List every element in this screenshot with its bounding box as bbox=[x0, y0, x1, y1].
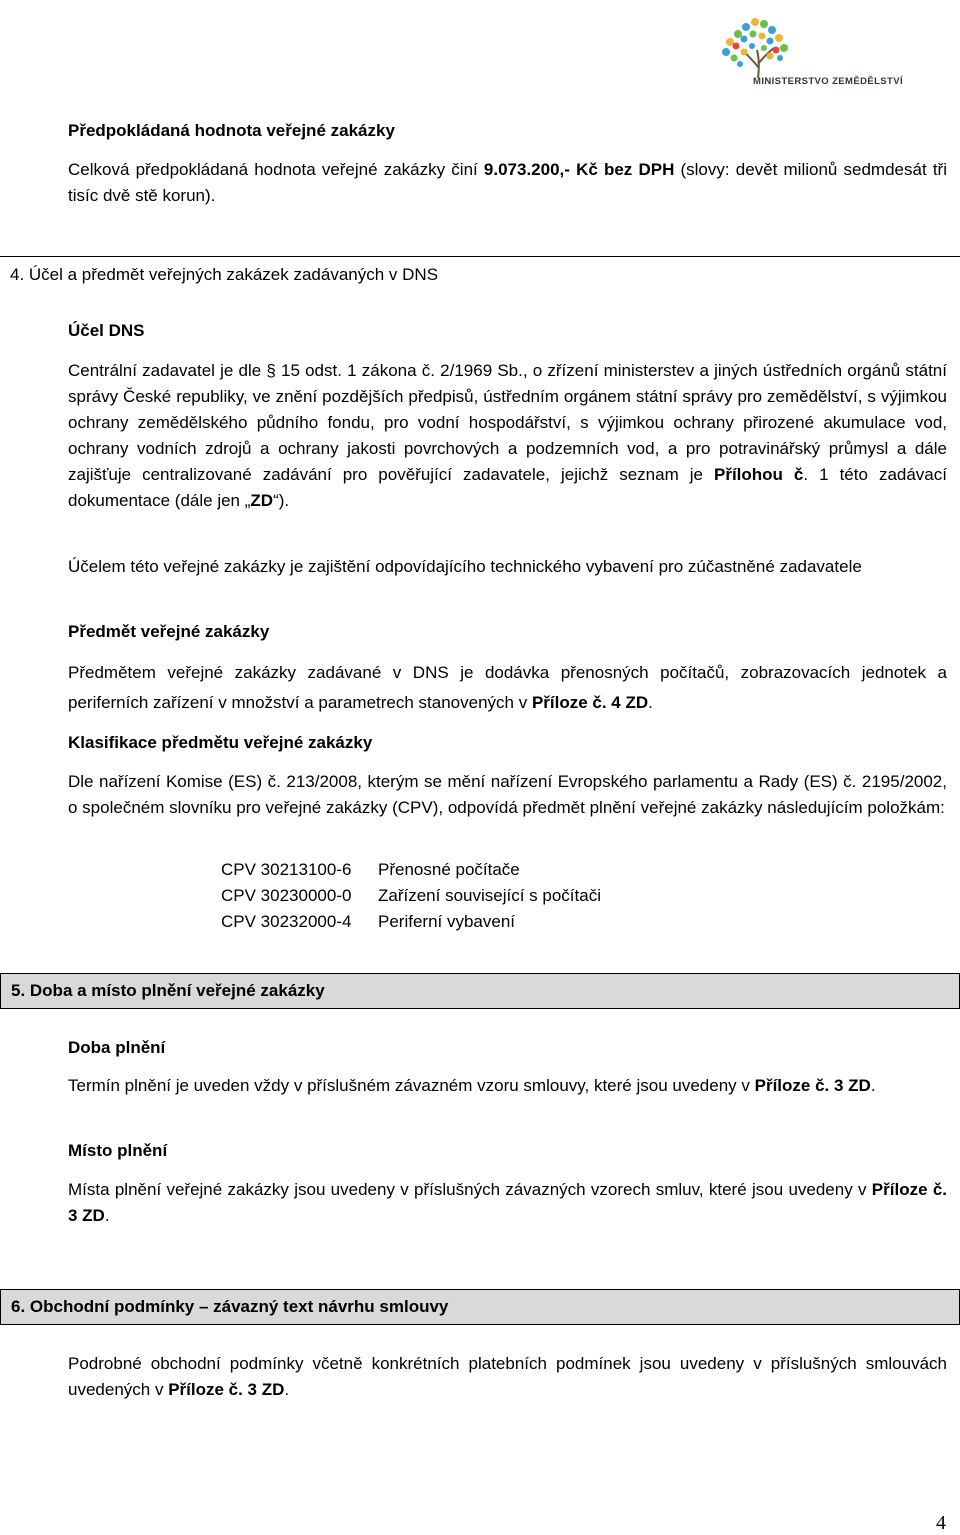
section-6-paragraph: Podrobné obchodní podmínky včetně konkrétních platebních podmínek jsou uvedeny v příslušných smlouvách uvedených v Příloze č. 3 ZD. bbox=[68, 1354, 947, 1399]
section-6-title-box bbox=[0, 1289, 960, 1325]
time-paragraph: Termín plnění je uveden vždy v příslušném závazném vzoru smlouvy, které jsou uvedeny v Příloze č. 3 ZD. bbox=[68, 1076, 876, 1095]
subject-heading: Předmět veřejné zakázky bbox=[68, 622, 270, 641]
cpv-item: CPV 30230000-0 Zařízení související s počítači bbox=[221, 886, 601, 905]
purpose-paragraph: Centrální zadavatel je dle § 15 odst. 1 zákona č. 2/1969 Sb., o zřízení ministerstev a jiných ústředních orgánů státní správy České republiky, ve znění pozdějších předpisů, ústředním orgánem státní správy pro zemědělství, s výjimkou ochrany zemědělského půdního fondu, pro vodní hospodářství, s výjimkou ochrany přirozené akumulace vod, ochrany vodních zdrojů a ochrany jakosti povrchových a podzemních vod, a pro potravinářský průmysl a dále zajišťuje centralizované zadávání pro pověřující zadavatele, jejichž seznam je Přílohou č. 1 této zadávací dokumentace (dále jen „ZD“). bbox=[68, 361, 947, 510]
subject-paragraph: Předmětem veřejné zakázky zadávané v DNS je dodávka přenosných počítačů, zobrazovacích jednotek a periferních zařízení v množství a parametrech stanovených v Příloze č. 4 ZD. bbox=[68, 663, 947, 712]
place-heading: Místo plnění bbox=[68, 1141, 168, 1160]
section-divider bbox=[0, 256, 960, 257]
purpose-heading: Účel DNS bbox=[68, 321, 145, 340]
purpose-paragraph-2: Účelem této veřejné zakázky je zajištění odpovídajícího technického vybavení pro zúčastněné zadavatele bbox=[68, 557, 862, 576]
logo-text: MINISTERSTVO ZEMĚDĚLSTVÍ bbox=[753, 76, 903, 87]
time-heading: Doba plnění bbox=[68, 1038, 166, 1057]
page-number: 4 bbox=[936, 1512, 946, 1534]
section-6-title: 6. Obchodní podmínky – závazný text návrhu smlouvy bbox=[11, 1297, 449, 1316]
ministry-tree-logo bbox=[700, 12, 900, 102]
section-5-title-box bbox=[0, 973, 960, 1009]
cpv-item: CPV 30213100-6 Přenosné počítače bbox=[221, 860, 520, 879]
classification-paragraph: Dle nařízení Komise (ES) č. 213/2008, kterým se mění nařízení Evropského parlamentu a Rady (ES) č. 2195/2002, o společném slovníku pro veřejné zakázky (CPV), odpovídá předmět plnění veřejné zakázky následujícím položkám: bbox=[68, 772, 947, 817]
est-value-paragraph: Celková předpokládaná hodnota veřejné zakázky činí 9.073.200,- Kč bez DPH (slovy: devět milionů sedmdesát tři tisíc dvě stě korun). bbox=[68, 160, 947, 205]
section-4-title: 4. Účel a předmět veřejných zakázek zadávaných v DNS bbox=[10, 265, 439, 284]
cpv-item: CPV 30232000-4 Periferní vybavení bbox=[221, 912, 516, 931]
section-5-title: 5. Doba a místo plnění veřejné zakázky bbox=[11, 981, 325, 1000]
est-value-heading: Předpokládaná hodnota veřejné zakázky bbox=[68, 121, 395, 140]
classification-heading: Klasifikace předmětu veřejné zakázky bbox=[68, 733, 373, 752]
place-paragraph: Místa plnění veřejné zakázky jsou uvedeny v příslušných závazných vzorech smluv, které jsou uvedeny v Příloze č. 3 ZD. bbox=[68, 1180, 948, 1225]
